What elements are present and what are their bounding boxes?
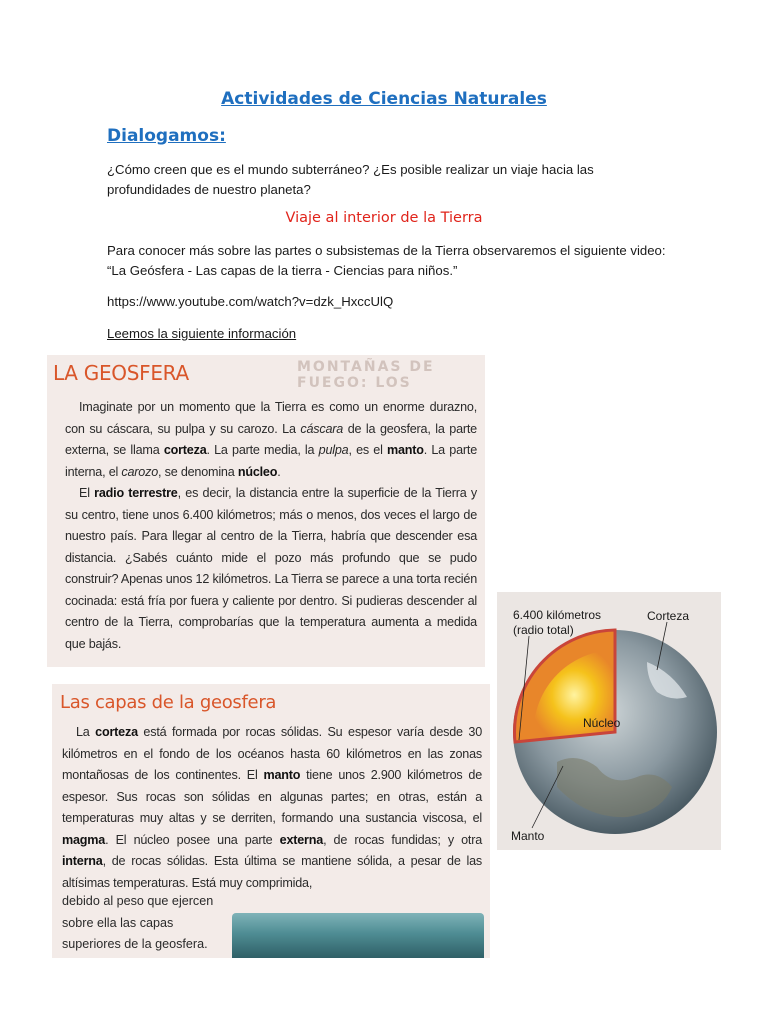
text-run: está formada por rocas sólidas. Su espesor varía desde 30 kilómetros en el fondo de los océanos hasta 60 kilómetros en las zonas montañosas de los continentes. El <box>62 725 482 782</box>
text-run: , es decir, la distancia entre la superficie de la Tierra y su centro, tiene unos 6.400 kilómetros; más o menos, dos veces el largo de nuestro país. Para llegar al centro de la Tierra, habría que descender esa distancia. ¿Sabés cuánto mide el pozo más profundo que se pudo construir? Apenas unos 12 kilómetros. La Tierra se parece a una torta recién cocinada: está fría por fuera y caliente por dentro. Si pudieras descender al centro de la Tierra, comprobarías que la temperatura aumenta a medida que bajás. <box>65 486 477 651</box>
section-subtitle: Viaje al interior de la Tierra <box>285 210 483 226</box>
geosfera-text <box>65 397 477 655</box>
term-carozo: carozo <box>121 464 159 479</box>
radius-label-1: 6.400 kilómetros <box>513 608 602 622</box>
video-link[interactable]: https://www.youtube.com/watch?v=dzk_HxccUlQ <box>107 294 394 309</box>
text-run: El <box>79 486 95 500</box>
mantle-label: Manto <box>511 829 545 843</box>
term-corteza: corteza <box>95 725 138 739</box>
term-manto: manto <box>263 768 301 782</box>
text-run: tiene unos 2.900 kilómetros de espesor. Sus rocas son sólidas en algunas partes; en otras, están a temperaturas muy altas y se derriten, formando una sustancia viscosa, el <box>62 768 482 825</box>
geosfera-paragraph-2 <box>65 483 477 655</box>
sea-photo <box>232 913 484 958</box>
term-magma: magma <box>62 832 106 847</box>
question-paragraph: ¿Cómo creen que es el mundo subterráneo? ¿Es posible realizar un viaje hacia las profundidades de nuestro planeta? <box>107 162 594 197</box>
term-nucleo: núcleo <box>237 464 278 479</box>
capas-short-text: debido al peso que ejercen sobre ella las capas superiores de la geosfera. <box>62 894 214 951</box>
text-run: , de rocas fundidas; y otra <box>323 832 482 847</box>
term-corteza: corteza <box>163 443 207 457</box>
geosfera-scan <box>47 355 485 667</box>
page-title: Actividades de Ciencias Naturales <box>221 89 547 109</box>
capas-paragraph <box>62 722 482 894</box>
term-pulpa: pulpa <box>318 443 349 457</box>
term-manto: manto <box>386 443 424 457</box>
radius-label-2: (radio total) <box>513 623 574 637</box>
text-run: . La parte media, la <box>206 443 319 457</box>
text-run: Imaginate por un momento que la Tierra es como un enorme durazno, con su cáscara, su pulpa y su carozo. La <box>65 400 477 436</box>
earth-figure <box>497 592 721 850</box>
term-interna: interna <box>62 854 103 868</box>
core-label: Núcleo <box>583 716 621 730</box>
term-cascara: cáscara <box>300 421 344 436</box>
text-run: . La parte interna, el <box>65 443 477 479</box>
geosfera-heading: LA GEOSFERA <box>53 361 189 385</box>
intro-paragraph: Para conocer más sobre las partes o subsistemas de la Tierra observaremos el siguiente video: “La Geósfera - Las capas de la tierra - Ciencias para niños.” <box>107 243 666 278</box>
text-run: La <box>76 725 96 739</box>
text-run: , es el <box>348 443 387 457</box>
bleed-through-text: MONTAÑAS DE FUEGO: LOS <box>297 359 435 391</box>
text-run: . <box>277 464 281 479</box>
text-run: , se denomina <box>158 464 238 479</box>
text-run: de la geosfera, la parte externa, se llama <box>65 421 477 457</box>
text-run: , de rocas sólidas. Esta última se mantiene sólida, a pesar de las altísimas temperaturas. Está muy comprimida, <box>62 854 482 890</box>
text-run: . El núcleo posee una parte <box>105 832 280 847</box>
read-label-text: Leemos la siguiente información <box>107 326 297 341</box>
capas-heading: Las capas de la geosfera <box>60 692 277 713</box>
read-label <box>107 324 667 344</box>
crust-label: Corteza <box>647 609 690 623</box>
term-radio-terrestre: radio terrestre <box>94 486 178 500</box>
dialog-heading: Dialogamos: <box>107 126 226 146</box>
capas-scan <box>52 684 490 958</box>
capas-text <box>62 722 482 894</box>
geosfera-paragraph-1 <box>65 397 477 483</box>
term-externa: externa <box>279 832 324 847</box>
